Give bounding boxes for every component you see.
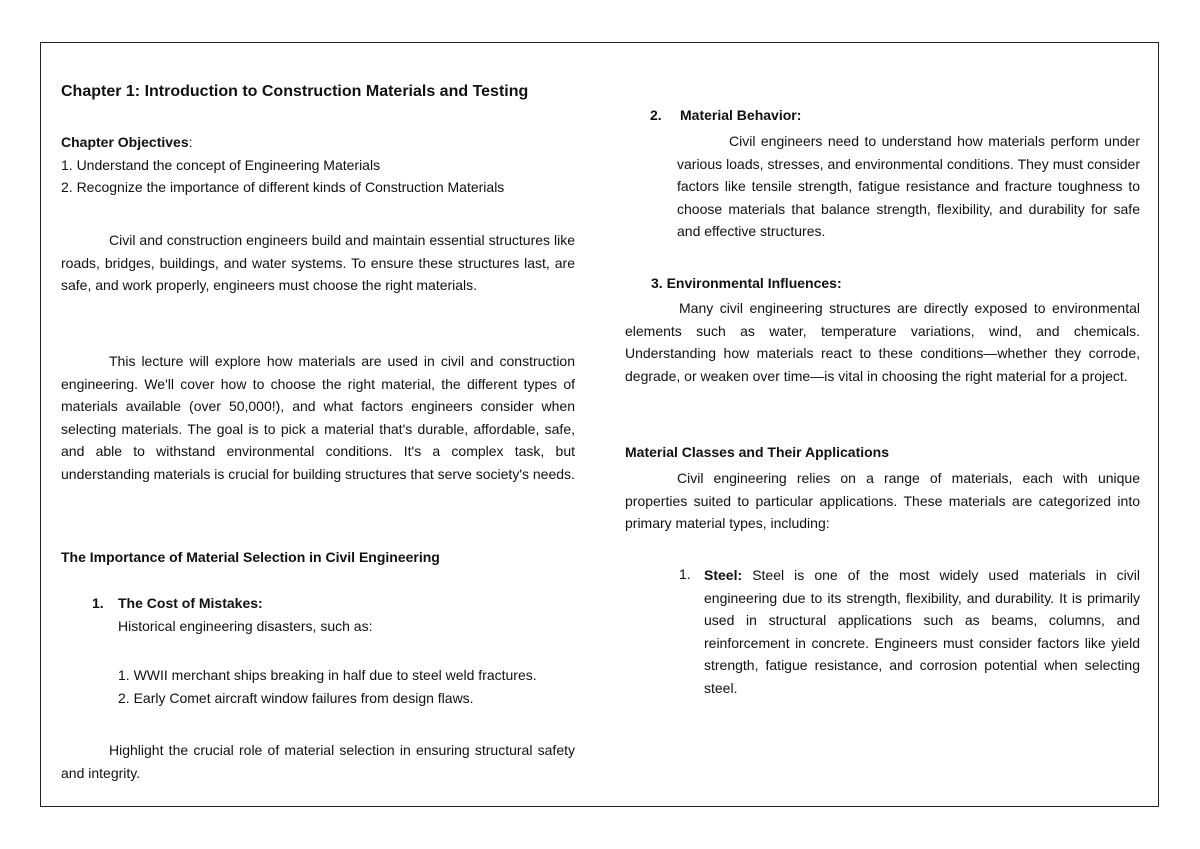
steel-label: Steel: (704, 567, 743, 583)
classes-heading: Material Classes and Their Applications (625, 444, 890, 460)
objective-item: 1. Understand the concept of Engineering Materials (61, 157, 381, 173)
environmental-heading: 3. Environmental Influences: (651, 275, 842, 291)
cost-intro: Historical engineering disasters, such as: (118, 618, 373, 634)
importance-heading: The Importance of Material Selection in Civil Engineering (61, 549, 440, 565)
steel-number: 1. (679, 566, 691, 582)
chapter-title: Chapter 1: Introduction to Construction Materials and Testing (61, 83, 529, 100)
disaster-item: 2. Early Comet aircraft window failures from design flaws. (118, 690, 474, 706)
behavior-heading: Material Behavior: (680, 107, 802, 123)
cost-number: 1. (92, 595, 104, 611)
disaster-item: 1. WWII merchant ships breaking in half due to steel weld fractures. (118, 667, 537, 683)
classes-paragraph: Civil engineering relies on a range of materials, each with unique properties suited to particular applications. These materials are categorized into primary material types, including: (625, 470, 1140, 531)
intro-paragraph: Civil and construction engineers build and maintain essential structures like roads, bridges, buildings, and water systems. To ensure these structures last, are safe, and work properly, engineers must choose the right materials. (61, 232, 575, 293)
steel-item (704, 564, 1140, 699)
environmental-paragraph: Many civil engineering structures are directly exposed to environmental elements such as water, temperature variations, wind, and chemicals. Understanding how materials react to these conditions—whether they corrode, degrade, or weaken over time—is vital in choosing the right material for a project. (625, 300, 1140, 384)
steel-text: Steel is one of the most widely used materials in civil engineering due to its strength, flexibility, and durability. It is primarily used in structural applications such as beams, columns, and reinforcement in concrete. Engineers must consider factors like yield strength, fatigue resistance, and corrosion potential when selecting steel. (704, 567, 1140, 696)
highlight-paragraph: Highlight the crucial role of material selection in ensuring structural safety and integrity. (61, 742, 575, 781)
behavior-paragraph: Civil engineers need to understand how materials perform under various loads, stresses, and environmental conditions. They must consider factors like tensile strength, fatigue resistance and fracture toughness to choose materials that balance strength, flexibility, and durability for safe and effective structures. (677, 133, 1140, 239)
lecture-paragraph: This lecture will explore how materials are used in civil and construction engineering. We'll cover how to choose the right material, the different types of materials available (over 50,000!), and what factors engineers consider when selecting materials. The goal is to pick a material that's durable, affordable, safe, and able to withstand environmental conditions. It's a complex task, but understanding materials is crucial for building structures that serve society's needs. (61, 353, 575, 482)
objective-item: 2. Recognize the importance of different kinds of Construction Materials (61, 179, 505, 195)
cost-heading: The Cost of Mistakes: (118, 595, 263, 611)
behavior-number: 2. (650, 107, 662, 123)
objectives-heading: Chapter Objectives: (61, 134, 193, 150)
